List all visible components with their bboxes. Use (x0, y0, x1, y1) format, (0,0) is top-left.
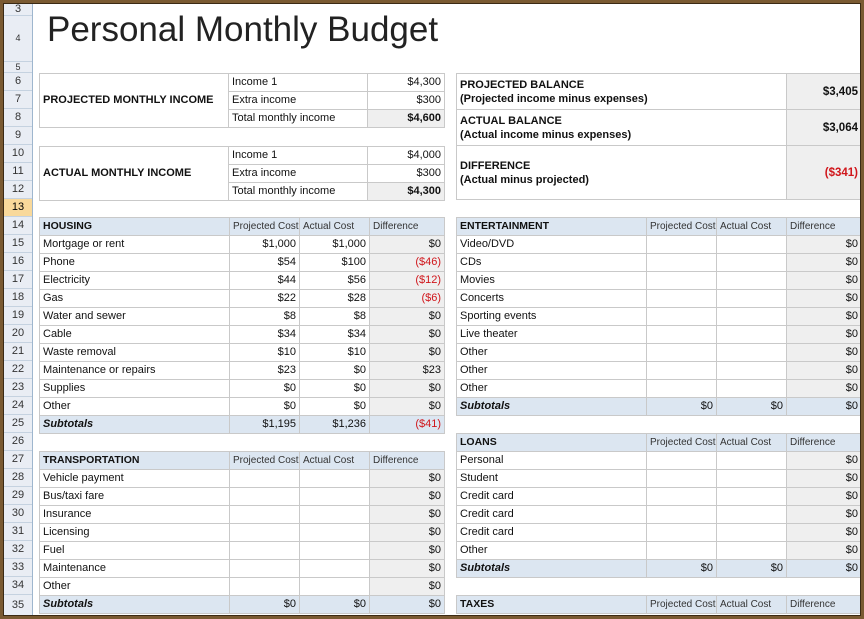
subtotal-row (457, 398, 862, 416)
actual-cost-cell[interactable] (717, 254, 787, 272)
table-row (40, 380, 445, 398)
income-total-cell[interactable]: $4,600 (368, 110, 445, 128)
actual-cost-cell[interactable]: $0 (300, 362, 370, 380)
actual-cost-header: Actual Cost (717, 596, 787, 614)
actual-cost-cell[interactable]: $56 (300, 272, 370, 290)
projected-cost-header: Projected Cost (230, 218, 300, 236)
table-row (40, 506, 445, 524)
actual-cost-cell[interactable] (717, 524, 787, 542)
actual-cost-cell[interactable] (717, 290, 787, 308)
actual-income-label: ACTUAL MONTHLY INCOME (40, 147, 229, 201)
difference-cell[interactable]: $0 (787, 344, 862, 362)
difference-cell[interactable]: $0 (787, 362, 862, 380)
table-row (40, 344, 445, 362)
difference-cell[interactable]: $0 (787, 470, 862, 488)
item-cell[interactable]: Credit card (457, 524, 647, 542)
projected-cost-cell[interactable]: $8 (230, 308, 300, 326)
actual-cost-cell[interactable] (717, 272, 787, 290)
row-number[interactable]: 18 (4, 289, 32, 307)
projected-cost-header: Projected Cost (230, 452, 300, 470)
table-row (40, 362, 445, 380)
row-number[interactable]: 4 (4, 16, 32, 62)
difference-header: Difference (787, 434, 862, 452)
item-cell[interactable]: Credit card (457, 488, 647, 506)
actual-cost-cell[interactable] (717, 470, 787, 488)
projected-cost-cell[interactable] (230, 506, 300, 524)
actual-cost-cell[interactable]: $10 (300, 344, 370, 362)
row-number[interactable]: 30 (4, 505, 32, 523)
difference-cell[interactable]: $0 (370, 326, 445, 344)
subtotal-actual[interactable]: $0 (300, 596, 370, 614)
actual-cost-cell[interactable] (717, 308, 787, 326)
table-row (40, 398, 445, 416)
subtotal-row (40, 416, 445, 434)
item-cell[interactable]: Licensing (40, 524, 230, 542)
subtotal-projected[interactable]: $0 (230, 596, 300, 614)
table-row (40, 542, 445, 560)
transportation-header-title: TRANSPORTATION (40, 452, 230, 470)
projected-cost-cell[interactable]: $10 (230, 344, 300, 362)
table-row (457, 380, 862, 398)
difference-cell[interactable]: $0 (370, 542, 445, 560)
actual-cost-cell[interactable] (300, 542, 370, 560)
difference-value[interactable]: ($341) (787, 146, 862, 200)
actual-cost-cell[interactable] (717, 488, 787, 506)
projected-cost-cell[interactable]: $1,000 (230, 236, 300, 254)
item-cell[interactable]: Other (457, 380, 647, 398)
actual-cost-cell[interactable] (300, 506, 370, 524)
difference-cell[interactable]: $0 (787, 488, 862, 506)
table-row (457, 506, 862, 524)
projected-cost-cell[interactable]: $0 (230, 380, 300, 398)
actual-cost-cell[interactable] (717, 452, 787, 470)
projected-balance-label: PROJECTED BALANCE (Projected income minus expenses) (457, 74, 787, 110)
difference-cell[interactable]: $0 (787, 326, 862, 344)
item-cell[interactable]: Water and sewer (40, 308, 230, 326)
subtotal-row (40, 596, 445, 614)
subtotal-label: Subtotals (40, 416, 230, 434)
table-row (40, 524, 445, 542)
projected-cost-cell[interactable] (230, 524, 300, 542)
item-cell[interactable]: Sporting events (457, 308, 647, 326)
income-name-cell[interactable]: Extra income (229, 92, 368, 110)
projected-cost-cell[interactable]: $0 (230, 398, 300, 416)
difference-cell[interactable]: $0 (370, 470, 445, 488)
projected-cost-cell[interactable] (647, 380, 717, 398)
subtotal-difference[interactable]: $0 (787, 560, 862, 578)
actual-cost-cell[interactable] (300, 470, 370, 488)
page-title: Personal Monthly Budget (47, 10, 439, 49)
actual-cost-cell[interactable]: $100 (300, 254, 370, 272)
projected-cost-cell[interactable] (647, 290, 717, 308)
balance-summary-table (456, 73, 861, 200)
projected-cost-cell[interactable] (230, 560, 300, 578)
item-cell[interactable]: Maintenance (40, 560, 230, 578)
difference-cell[interactable]: $0 (787, 524, 862, 542)
difference-header: Difference (370, 452, 445, 470)
item-cell[interactable]: Video/DVD (457, 236, 647, 254)
table-row (457, 308, 862, 326)
projected-cost-cell[interactable] (647, 506, 717, 524)
difference-cell[interactable]: $0 (787, 542, 862, 560)
actual-cost-cell[interactable] (717, 362, 787, 380)
projected-cost-cell[interactable] (647, 362, 717, 380)
difference-cell[interactable]: ($6) (370, 290, 445, 308)
actual-cost-cell[interactable]: $28 (300, 290, 370, 308)
table-row (457, 488, 862, 506)
projected-cost-cell[interactable] (647, 326, 717, 344)
table-row (457, 344, 862, 362)
actual-cost-header: Actual Cost (300, 218, 370, 236)
item-cell[interactable]: Live theater (457, 326, 647, 344)
actual-cost-cell[interactable] (717, 506, 787, 524)
loans-header-title: LOANS (457, 434, 647, 452)
difference-cell[interactable]: $0 (370, 506, 445, 524)
row-number[interactable]: 5 (4, 62, 32, 73)
difference-cell[interactable]: $0 (370, 578, 445, 596)
row-number[interactable]: 22 (4, 361, 32, 379)
projected-cost-cell[interactable] (647, 272, 717, 290)
difference-cell[interactable]: $0 (370, 524, 445, 542)
income-name-cell[interactable]: Total monthly income (229, 110, 368, 128)
table-row (457, 254, 862, 272)
entertainment-table (456, 217, 861, 416)
difference-cell[interactable]: $0 (787, 380, 862, 398)
difference-cell[interactable]: $0 (370, 488, 445, 506)
actual-cost-cell[interactable] (717, 344, 787, 362)
actual-cost-cell[interactable] (300, 560, 370, 578)
item-cell[interactable]: Waste removal (40, 344, 230, 362)
housing-table (39, 217, 445, 434)
projected-cost-cell[interactable] (647, 308, 717, 326)
income-total-cell[interactable]: $4,300 (368, 183, 445, 201)
row-number[interactable]: 3 (4, 4, 32, 16)
projected-cost-header: Projected Cost (647, 596, 717, 614)
table-row (457, 524, 862, 542)
projected-cost-cell[interactable] (647, 254, 717, 272)
table-row (457, 326, 862, 344)
item-cell[interactable]: Student (457, 470, 647, 488)
projected-cost-cell[interactable] (647, 488, 717, 506)
taxes-header-title: TAXES (457, 596, 647, 614)
projected-balance-value[interactable]: $3,405 (787, 74, 862, 110)
item-cell[interactable]: Supplies (40, 380, 230, 398)
difference-header: Difference (787, 596, 862, 614)
actual-cost-cell[interactable]: $0 (300, 380, 370, 398)
income-name-cell[interactable]: Income 1 (229, 147, 368, 165)
subtotal-actual[interactable]: $0 (717, 398, 787, 416)
row-number[interactable]: 16 (4, 253, 32, 271)
item-cell[interactable]: Maintenance or repairs (40, 362, 230, 380)
difference-cell[interactable]: $0 (370, 236, 445, 254)
item-cell[interactable]: Vehicle payment (40, 470, 230, 488)
table-row (40, 308, 445, 326)
item-cell[interactable]: Electricity (40, 272, 230, 290)
item-cell[interactable]: Other (40, 578, 230, 596)
table-row (40, 488, 445, 506)
row-number[interactable]: 8 (4, 109, 32, 127)
item-cell[interactable]: CDs (457, 254, 647, 272)
table-row (40, 236, 445, 254)
subtotal-difference[interactable]: $0 (787, 398, 862, 416)
item-cell[interactable]: Other (40, 398, 230, 416)
actual-cost-header: Actual Cost (717, 434, 787, 452)
actual-cost-cell[interactable]: $8 (300, 308, 370, 326)
income-name-cell[interactable]: Total monthly income (229, 183, 368, 201)
actual-income-table (39, 146, 445, 201)
difference-label: DIFFERENCE (Actual minus projected) (457, 146, 787, 200)
projected-cost-cell[interactable] (647, 542, 717, 560)
projected-cost-cell[interactable] (230, 542, 300, 560)
difference-header: Difference (787, 218, 862, 236)
income-value-cell[interactable]: $4,000 (368, 147, 445, 165)
actual-cost-cell[interactable]: $1,000 (300, 236, 370, 254)
projected-cost-cell[interactable]: $22 (230, 290, 300, 308)
actual-cost-cell[interactable] (717, 542, 787, 560)
actual-cost-cell[interactable] (300, 578, 370, 596)
difference-cell[interactable]: $0 (370, 308, 445, 326)
row-number[interactable]: 27 (4, 451, 32, 469)
projected-cost-cell[interactable]: $23 (230, 362, 300, 380)
item-cell[interactable]: Insurance (40, 506, 230, 524)
item-cell[interactable]: Fuel (40, 542, 230, 560)
projected-cost-cell[interactable] (647, 344, 717, 362)
difference-cell[interactable]: $0 (370, 380, 445, 398)
row-number[interactable]: 34 (4, 577, 32, 595)
subtotal-actual[interactable]: $1,236 (300, 416, 370, 434)
income-name-cell[interactable]: Income 1 (229, 74, 368, 92)
row-header-column (4, 4, 33, 616)
item-cell[interactable]: Credit card (457, 506, 647, 524)
actual-balance-label: ACTUAL BALANCE (Actual income minus expenses) (457, 110, 787, 146)
item-cell[interactable]: Concerts (457, 290, 647, 308)
item-cell[interactable]: Mortgage or rent (40, 236, 230, 254)
projected-cost-cell[interactable] (647, 236, 717, 254)
subtotal-projected[interactable]: $1,195 (230, 416, 300, 434)
difference-cell[interactable]: $0 (787, 452, 862, 470)
subtotal-projected[interactable]: $0 (647, 398, 717, 416)
row-number[interactable]: 31 (4, 523, 32, 541)
table-row (457, 452, 862, 470)
row-number[interactable]: 25 (4, 415, 32, 433)
subtotal-label: Subtotals (457, 398, 647, 416)
table-row (457, 470, 862, 488)
row-number[interactable]: 23 (4, 379, 32, 397)
difference-header: Difference (370, 218, 445, 236)
actual-cost-cell[interactable]: $0 (300, 398, 370, 416)
row-number[interactable]: 14 (4, 217, 32, 235)
projected-cost-header: Projected Cost (647, 434, 717, 452)
subtotal-label: Subtotals (40, 596, 230, 614)
difference-cell[interactable]: $0 (370, 560, 445, 578)
subtotal-actual[interactable]: $0 (717, 560, 787, 578)
item-cell[interactable]: Other (457, 362, 647, 380)
spreadsheet-window (3, 3, 861, 616)
income-name-cell[interactable]: Extra income (229, 165, 368, 183)
difference-cell[interactable]: $0 (787, 308, 862, 326)
row-number[interactable]: 20 (4, 325, 32, 343)
difference-cell[interactable]: ($12) (370, 272, 445, 290)
difference-cell[interactable]: $0 (370, 398, 445, 416)
row-number[interactable]: 9 (4, 127, 32, 145)
item-cell[interactable]: Other (457, 344, 647, 362)
item-cell[interactable]: Phone (40, 254, 230, 272)
projected-cost-cell[interactable]: $34 (230, 326, 300, 344)
income-value-cell[interactable]: $4,300 (368, 74, 445, 92)
row-number[interactable]: 35 (4, 595, 32, 616)
row-number[interactable]: 29 (4, 487, 32, 505)
housing-header-title: HOUSING (40, 218, 230, 236)
difference-cell[interactable]: $0 (787, 272, 862, 290)
entertainment-header-title: ENTERTAINMENT (457, 218, 647, 236)
item-cell[interactable]: Personal (457, 452, 647, 470)
item-cell[interactable]: Gas (40, 290, 230, 308)
subtotal-projected[interactable]: $0 (647, 560, 717, 578)
row-number[interactable]: 13 (4, 199, 32, 217)
row-number[interactable]: 15 (4, 235, 32, 253)
loans-table (456, 433, 861, 578)
table-row (40, 470, 445, 488)
table-row (457, 272, 862, 290)
table-row (40, 578, 445, 596)
row-number[interactable]: 21 (4, 343, 32, 361)
projected-income-table (39, 73, 445, 128)
row-number[interactable]: 28 (4, 469, 32, 487)
table-row (40, 560, 445, 578)
projected-cost-cell[interactable] (647, 470, 717, 488)
taxes-table (456, 595, 861, 614)
projected-cost-cell[interactable] (230, 578, 300, 596)
projected-cost-cell[interactable] (647, 524, 717, 542)
actual-cost-cell[interactable] (717, 326, 787, 344)
row-number[interactable]: 6 (4, 73, 32, 91)
row-number[interactable]: 24 (4, 397, 32, 415)
table-row (457, 542, 862, 560)
table-row (40, 326, 445, 344)
actual-cost-cell[interactable] (300, 524, 370, 542)
actual-cost-cell[interactable]: $34 (300, 326, 370, 344)
item-cell[interactable]: Other (457, 542, 647, 560)
item-cell[interactable]: Movies (457, 272, 647, 290)
table-row (40, 254, 445, 272)
item-cell[interactable]: Cable (40, 326, 230, 344)
difference-cell[interactable]: $0 (787, 290, 862, 308)
projected-cost-cell[interactable] (230, 488, 300, 506)
row-number[interactable]: 10 (4, 145, 32, 163)
difference-cell[interactable]: $0 (787, 254, 862, 272)
difference-cell[interactable]: $0 (787, 506, 862, 524)
row-number[interactable]: 11 (4, 163, 32, 181)
difference-cell[interactable]: $0 (787, 236, 862, 254)
transportation-table (39, 451, 445, 614)
projected-cost-cell[interactable]: $54 (230, 254, 300, 272)
subtotal-difference[interactable]: ($41) (370, 416, 445, 434)
actual-cost-header: Actual Cost (300, 452, 370, 470)
actual-cost-cell[interactable] (717, 380, 787, 398)
difference-cell[interactable]: $23 (370, 362, 445, 380)
row-number[interactable]: 12 (4, 181, 32, 199)
projected-income-label: PROJECTED MONTHLY INCOME (40, 74, 229, 128)
subtotal-difference[interactable]: $0 (370, 596, 445, 614)
difference-cell[interactable]: $0 (370, 344, 445, 362)
table-row (457, 362, 862, 380)
actual-cost-cell[interactable] (300, 488, 370, 506)
actual-cost-cell[interactable] (717, 236, 787, 254)
row-number[interactable]: 19 (4, 307, 32, 325)
actual-balance-value[interactable]: $3,064 (787, 110, 862, 146)
actual-cost-header: Actual Cost (717, 218, 787, 236)
row-number[interactable]: 26 (4, 433, 32, 451)
item-cell[interactable]: Bus/taxi fare (40, 488, 230, 506)
income-value-cell[interactable]: $300 (368, 92, 445, 110)
table-row (457, 290, 862, 308)
projected-cost-cell[interactable] (230, 470, 300, 488)
table-row (457, 236, 862, 254)
projected-cost-cell[interactable] (647, 452, 717, 470)
row-number[interactable]: 7 (4, 91, 32, 109)
row-number[interactable]: 17 (4, 271, 32, 289)
projected-cost-cell[interactable]: $44 (230, 272, 300, 290)
table-row (40, 290, 445, 308)
row-number[interactable]: 32 (4, 541, 32, 559)
subtotal-row (457, 560, 862, 578)
table-row (40, 272, 445, 290)
difference-cell[interactable]: ($46) (370, 254, 445, 272)
subtotal-label: Subtotals (457, 560, 647, 578)
row-number[interactable]: 33 (4, 559, 32, 577)
income-value-cell[interactable]: $300 (368, 165, 445, 183)
projected-cost-header: Projected Cost (647, 218, 717, 236)
